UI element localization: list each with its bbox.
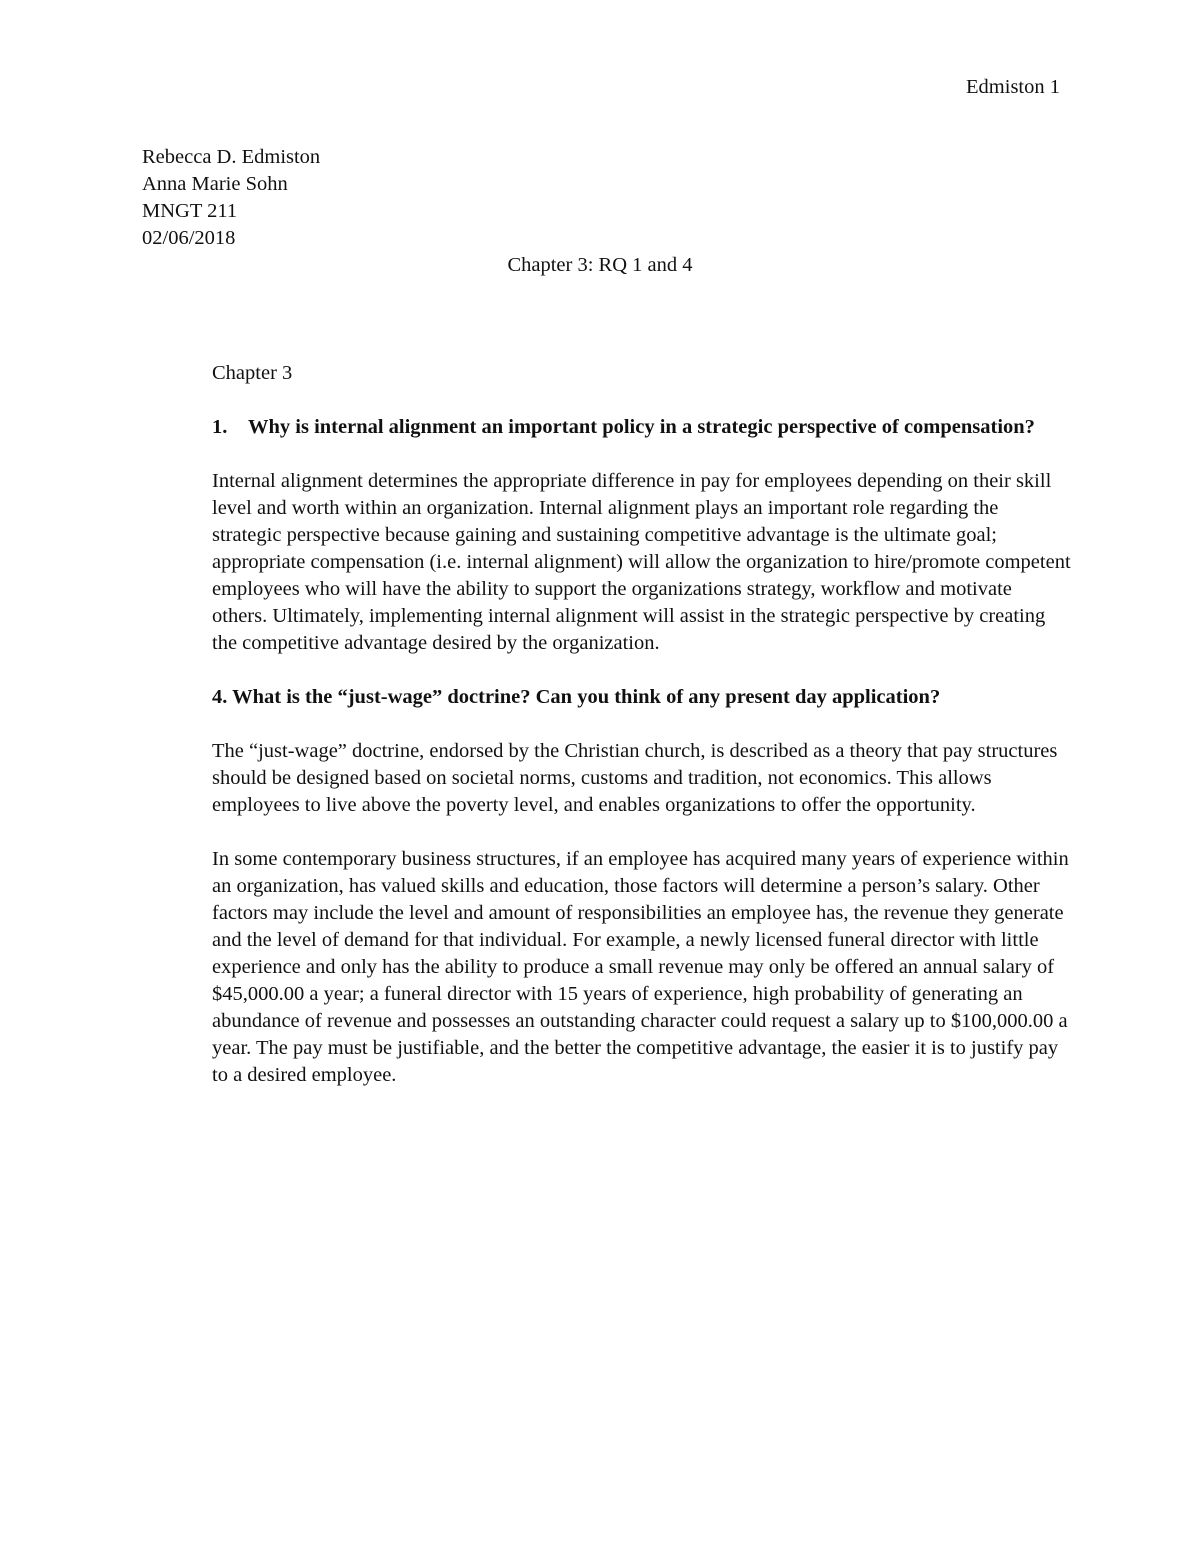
instructor-name: Anna Marie Sohn (142, 173, 288, 195)
chapter-label: Chapter 3 (212, 362, 293, 384)
author-name: Rebecca D. Edmiston (142, 146, 321, 168)
answer-1-paragraph: Internal alignment determines the appropriate difference in pay for employees depending on their skill level and worth within an organization. Internal alignment plays an important role regarding the strategic perspective because gaining and sustaining competitive advantage is the ultimate goal; appropriate compensation (i.e. internal alignment) will allow the organization to hire/promote competent employees who will have the ability to support the organizations strategy, workflow and motivate others. Ultimately, implementing internal alignment will assist in the strategic perspective by creating the competitive advantage desired by the organization. (212, 470, 1071, 654)
mla-heading (142, 144, 320, 252)
answer-4-paragraph-2: In some contemporary business structures, if an employee has acquired many years of experience within an organization, has valued skills and education, those factors will determine a person’s salary. Other factors may include the level and amount of responsibilities an employee has, the revenue they generate and the level of demand for that individual. For example, a newly licensed funeral director with little experience and only has the ability to produce a small revenue may only be offered an annual salary of $45,000.00 a year; a funeral director with 15 years of experience, high probability of generating an abundance of revenue and possesses an outstanding character could request a salary up to $100,000.00 a year. The pay must be justifiable, and the better the competitive advantage, the easier it is to justify pay to a desired employee. (212, 848, 1069, 1086)
document-body (212, 360, 1072, 1116)
question-1-text: Why is internal alignment an important policy in a strategic perspective of compensation? (248, 416, 1035, 438)
page-header: Edmiston 1 (966, 76, 1060, 98)
answer-4-paragraph-1: The “just-wage” doctrine, endorsed by the Christian church, is described as a theory that pay structures should be designed based on societal norms, customs and tradition, not economics. This allows employees to live above the poverty level, and enables organizations to offer the opportunity. (212, 740, 1058, 816)
document-title: Chapter 3: RQ 1 and 4 (507, 254, 693, 276)
question-4: 4. What is the “just-wage” doctrine? Can you think of any present day application? (212, 686, 941, 708)
date: 02/06/2018 (142, 227, 236, 249)
question-1-number: 1. (212, 416, 228, 438)
question-1 (212, 414, 1072, 441)
course-name: MNGT 211 (142, 200, 238, 222)
